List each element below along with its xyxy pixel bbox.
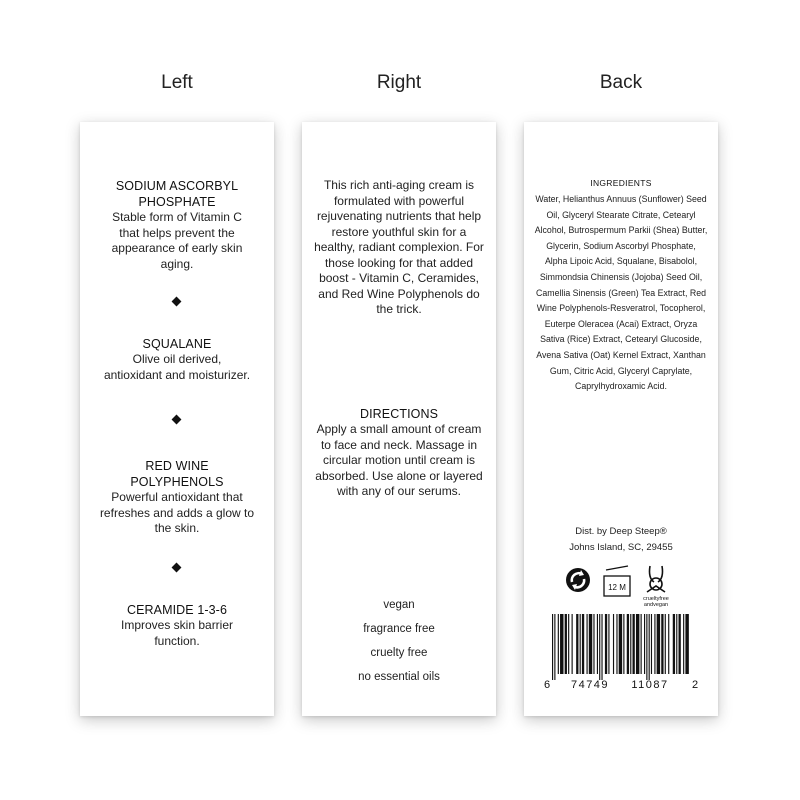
product-description: [310, 178, 488, 318]
barcode-bar: [593, 614, 594, 674]
right-label-panel: [302, 122, 496, 716]
barcode-bar: [651, 614, 652, 674]
back-label-panel: [524, 122, 718, 716]
barcode-bar: [568, 614, 569, 674]
barcode-right-group: 11087: [631, 679, 669, 691]
barcode-bar: [572, 614, 573, 674]
barcode-bar: [661, 614, 663, 674]
barcode-bar: [657, 614, 660, 674]
barcode-bar: [597, 614, 598, 674]
left-label-panel: [80, 122, 274, 716]
barcode-bar: [636, 614, 639, 674]
ingredient-description: Stable form of Vitamin C that helps prevent the appearance of early skin aging.: [111, 210, 243, 271]
barcode-bar: [644, 614, 645, 674]
recycle-icon: [566, 568, 590, 592]
cruelty-free-bunny-icon: [643, 566, 669, 608]
ingredient-highlight: [88, 178, 266, 272]
barcode-bar: [641, 614, 642, 674]
certification-icons: [562, 560, 682, 608]
barcode-bar: [676, 614, 677, 674]
barcode-bar: [623, 614, 624, 674]
barcode-bar: [613, 614, 614, 674]
barcode-bar: [633, 614, 635, 674]
barcode-bar: [630, 614, 631, 674]
barcode-bar: [560, 614, 563, 674]
barcode-bar: [580, 614, 581, 674]
barcode-bar: [649, 614, 650, 680]
barcode-bar: [683, 614, 684, 674]
barcode-bar: [646, 614, 647, 680]
barcode-bars: [540, 612, 702, 692]
attribute-no-essential-oils: no essential oils: [358, 671, 440, 683]
barcode-bar: [554, 614, 555, 680]
ingredients-list: Water, Helianthus Annuus (Sunflower) Seed Oil, Glyceryl Stearate Citrate, Cetearyl Alcohol, Butrospermum Parkii (Shea) Butter, Glycerin, Sodium Ascorbyl Phosphate, Alpha Lipoic Acid, Squalane, Bisabolol, Simmondsia Chinensis (Jojoba) Seed Oil, Camellia Sinensis (Green) Tea Extract, Red Wine Polyphenols-Resveratrol, Tocopherol, Euterpe Oleracea (Acai) Extract, Oryza Sativa (Rice) Extract, Cetearyl Glucoside, Avena Sativa (Oat) Kernel Extract, Xanthan Gum, Citric Acid, Glyceryl Caprylate, Caprylhydroxamic Acid.: [534, 194, 708, 392]
barcode-bar: [665, 614, 666, 674]
distributor-info: [532, 524, 710, 556]
ingredient-heading: SODIUM ASCORBYL PHOSPHATE: [115, 179, 239, 209]
ingredient-description: Olive oil derived, antioxidant and moisturizer.: [103, 352, 251, 382]
barcode-bar: [601, 614, 602, 680]
bunny-label-2: andvegan: [643, 602, 669, 608]
ingredient-heading: SQUALANE: [142, 337, 212, 351]
barcode-bar: [608, 614, 609, 674]
barcode-digit-check: 2: [692, 679, 699, 691]
barcode-bar: [605, 614, 607, 674]
ingredient-heading: CERAMIDE 1-3-6: [126, 603, 228, 617]
barcode-bar: [589, 614, 592, 674]
barcode-bar: [587, 614, 588, 674]
directions-section: [310, 406, 488, 500]
directions-heading: DIRECTIONS: [359, 407, 439, 421]
attribute-fragrance-free: fragrance free: [363, 623, 435, 635]
distributor-address: Johns Island, SC, 29455: [569, 542, 673, 553]
ingredient-highlight: [88, 458, 266, 537]
ingredient-description: Improves skin barrier function.: [120, 618, 234, 648]
barcode-left-group: 74749: [570, 679, 610, 691]
barcode-bar: [679, 614, 681, 674]
barcode-digit-first: 6: [544, 679, 551, 691]
diamond-divider-icon: [172, 563, 182, 573]
column-title-right: Right: [376, 72, 422, 93]
ingredient-heading: RED WINE POLYPHENOLS: [130, 459, 224, 489]
barcode-bar: [685, 614, 688, 674]
barcode-bar: [616, 614, 617, 674]
bunny-label-1: crueltyfree: [643, 596, 669, 602]
barcode-bar: [582, 614, 584, 674]
pao-label: 12 M: [608, 583, 626, 592]
attribute-cruelty-free: cruelty free: [370, 647, 428, 659]
barcode-bar: [619, 614, 622, 674]
ingredient-highlight: [88, 602, 266, 649]
barcode-bar: [565, 614, 567, 674]
attribute-vegan: vegan: [383, 599, 415, 611]
ingredients-heading: INGREDIENTS: [590, 178, 652, 188]
barcode-bar: [576, 614, 578, 674]
diamond-divider-icon: [172, 297, 182, 307]
barcode-bar: [627, 614, 629, 674]
barcode-bar: [552, 614, 553, 680]
barcode: [540, 612, 702, 692]
column-title-left: Left: [161, 72, 193, 93]
directions-text: Apply a small amount of cream to face and neck. Massage in circular motion until cream is absorbed. Use alone or layered with any of our serums.: [315, 422, 483, 498]
description-text: This rich anti-aging cream is formulated with powerful rejuvenating nutrients that help restore youthful skin for a healthy, radiant complexion. For those looking for that added boost - Vitamin C, Ceramides, and Red Wine Polyphenols do the trick.: [314, 178, 484, 316]
barcode-bar: [673, 614, 675, 674]
barcode-bar: [654, 614, 655, 674]
ingredient-highlight: [88, 336, 266, 383]
barcode-bar: [599, 614, 600, 680]
barcode-bar: [558, 614, 559, 674]
distributor-name: Dist. by Deep Steep®: [575, 526, 667, 537]
period-after-opening-icon: [604, 566, 630, 596]
ingredients-section: [528, 178, 714, 395]
diamond-divider-icon: [172, 415, 182, 425]
barcode-bar: [668, 614, 669, 674]
column-title-back: Back: [599, 72, 643, 93]
ingredient-description: Powerful antioxidant that refreshes and adds a glow to the skin.: [99, 490, 255, 535]
